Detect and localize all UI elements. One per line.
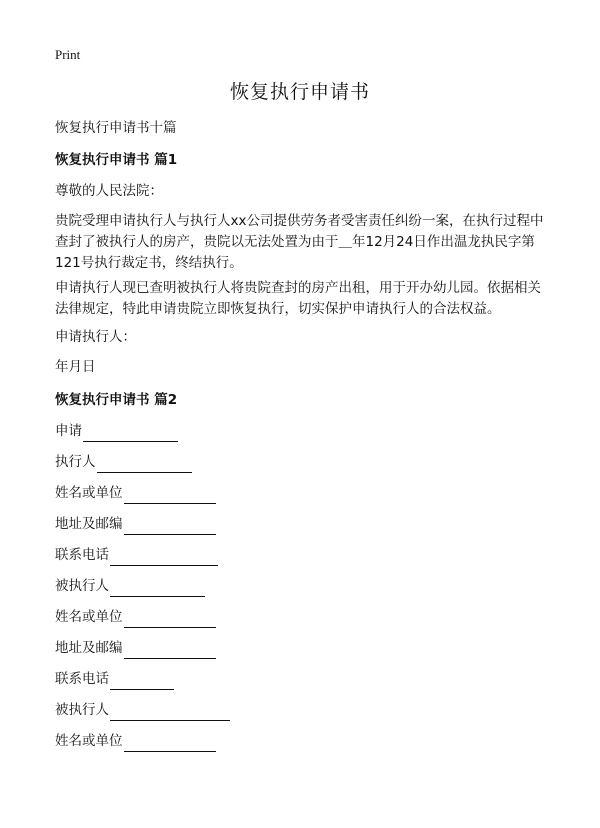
date-line: 年月日 — [55, 359, 96, 375]
section-heading-part2: 恢复执行申请书 篇2 — [55, 392, 178, 408]
salutation: 尊敬的人民法院： — [55, 183, 163, 199]
blank-line — [110, 582, 205, 597]
blank-line — [83, 427, 178, 442]
form-field-label: 联系电话 — [55, 547, 109, 563]
form-field-label: 申请 — [55, 423, 82, 439]
blank-line — [124, 489, 216, 504]
form-field-label: 姓名或单位 — [55, 609, 123, 625]
blank-line — [110, 675, 174, 690]
form-field-phone — [55, 669, 174, 690]
document-title: 恢复执行申请书 — [229, 81, 370, 103]
form-field-name-or-unit — [55, 607, 216, 628]
section-heading-part1: 恢复执行申请书 篇1 — [55, 152, 178, 168]
form-field-address — [55, 638, 216, 659]
blank-line — [124, 613, 216, 628]
blank-line — [97, 458, 192, 473]
blank-line — [124, 737, 216, 752]
paragraph-1: 贵院受理申请执行人与执行人xx公司提供劳务者受害责任纠纷一案，在执行过程中查封了被执行人的房产，贵院以无法处置为由于＿年12月24日作出温龙执民字第121号执行裁定书，终结执行。 — [55, 213, 544, 271]
form-field-label: 地址及邮编 — [55, 516, 123, 532]
form-field-applicant — [55, 421, 178, 442]
document-subtitle: 恢复执行申请书十篇 — [55, 120, 177, 136]
form-field-label: 联系电话 — [55, 671, 109, 687]
form-field-executor — [55, 452, 192, 473]
paragraph-2: 申请执行人现已查明被执行人将贵院查封的房产出租，用于开办幼儿园。依据相关法律规定，特此申请贵院立即恢复执行，切实保护申请执行人的合法权益。 — [55, 280, 541, 317]
form-field-label: 姓名或单位 — [55, 485, 123, 501]
blank-line — [110, 551, 218, 566]
form-field-label: 地址及邮编 — [55, 640, 123, 656]
print-label: Print — [55, 47, 81, 62]
blank-line — [110, 706, 230, 721]
form-field-label: 执行人 — [55, 454, 96, 470]
form-field-respondent — [55, 576, 205, 597]
form-field-address — [55, 514, 216, 535]
form-field-label: 姓名或单位 — [55, 733, 123, 749]
form-field-name-or-unit — [55, 731, 216, 752]
form-field-label: 被执行人 — [55, 578, 109, 594]
form-field-label: 被执行人 — [55, 702, 109, 718]
applicant-signature-line: 申请执行人： — [55, 329, 136, 345]
blank-line — [124, 520, 216, 535]
form-field-name-or-unit — [55, 483, 216, 504]
blank-line — [124, 644, 216, 659]
form-field-respondent — [55, 700, 230, 721]
form-field-phone — [55, 545, 218, 566]
